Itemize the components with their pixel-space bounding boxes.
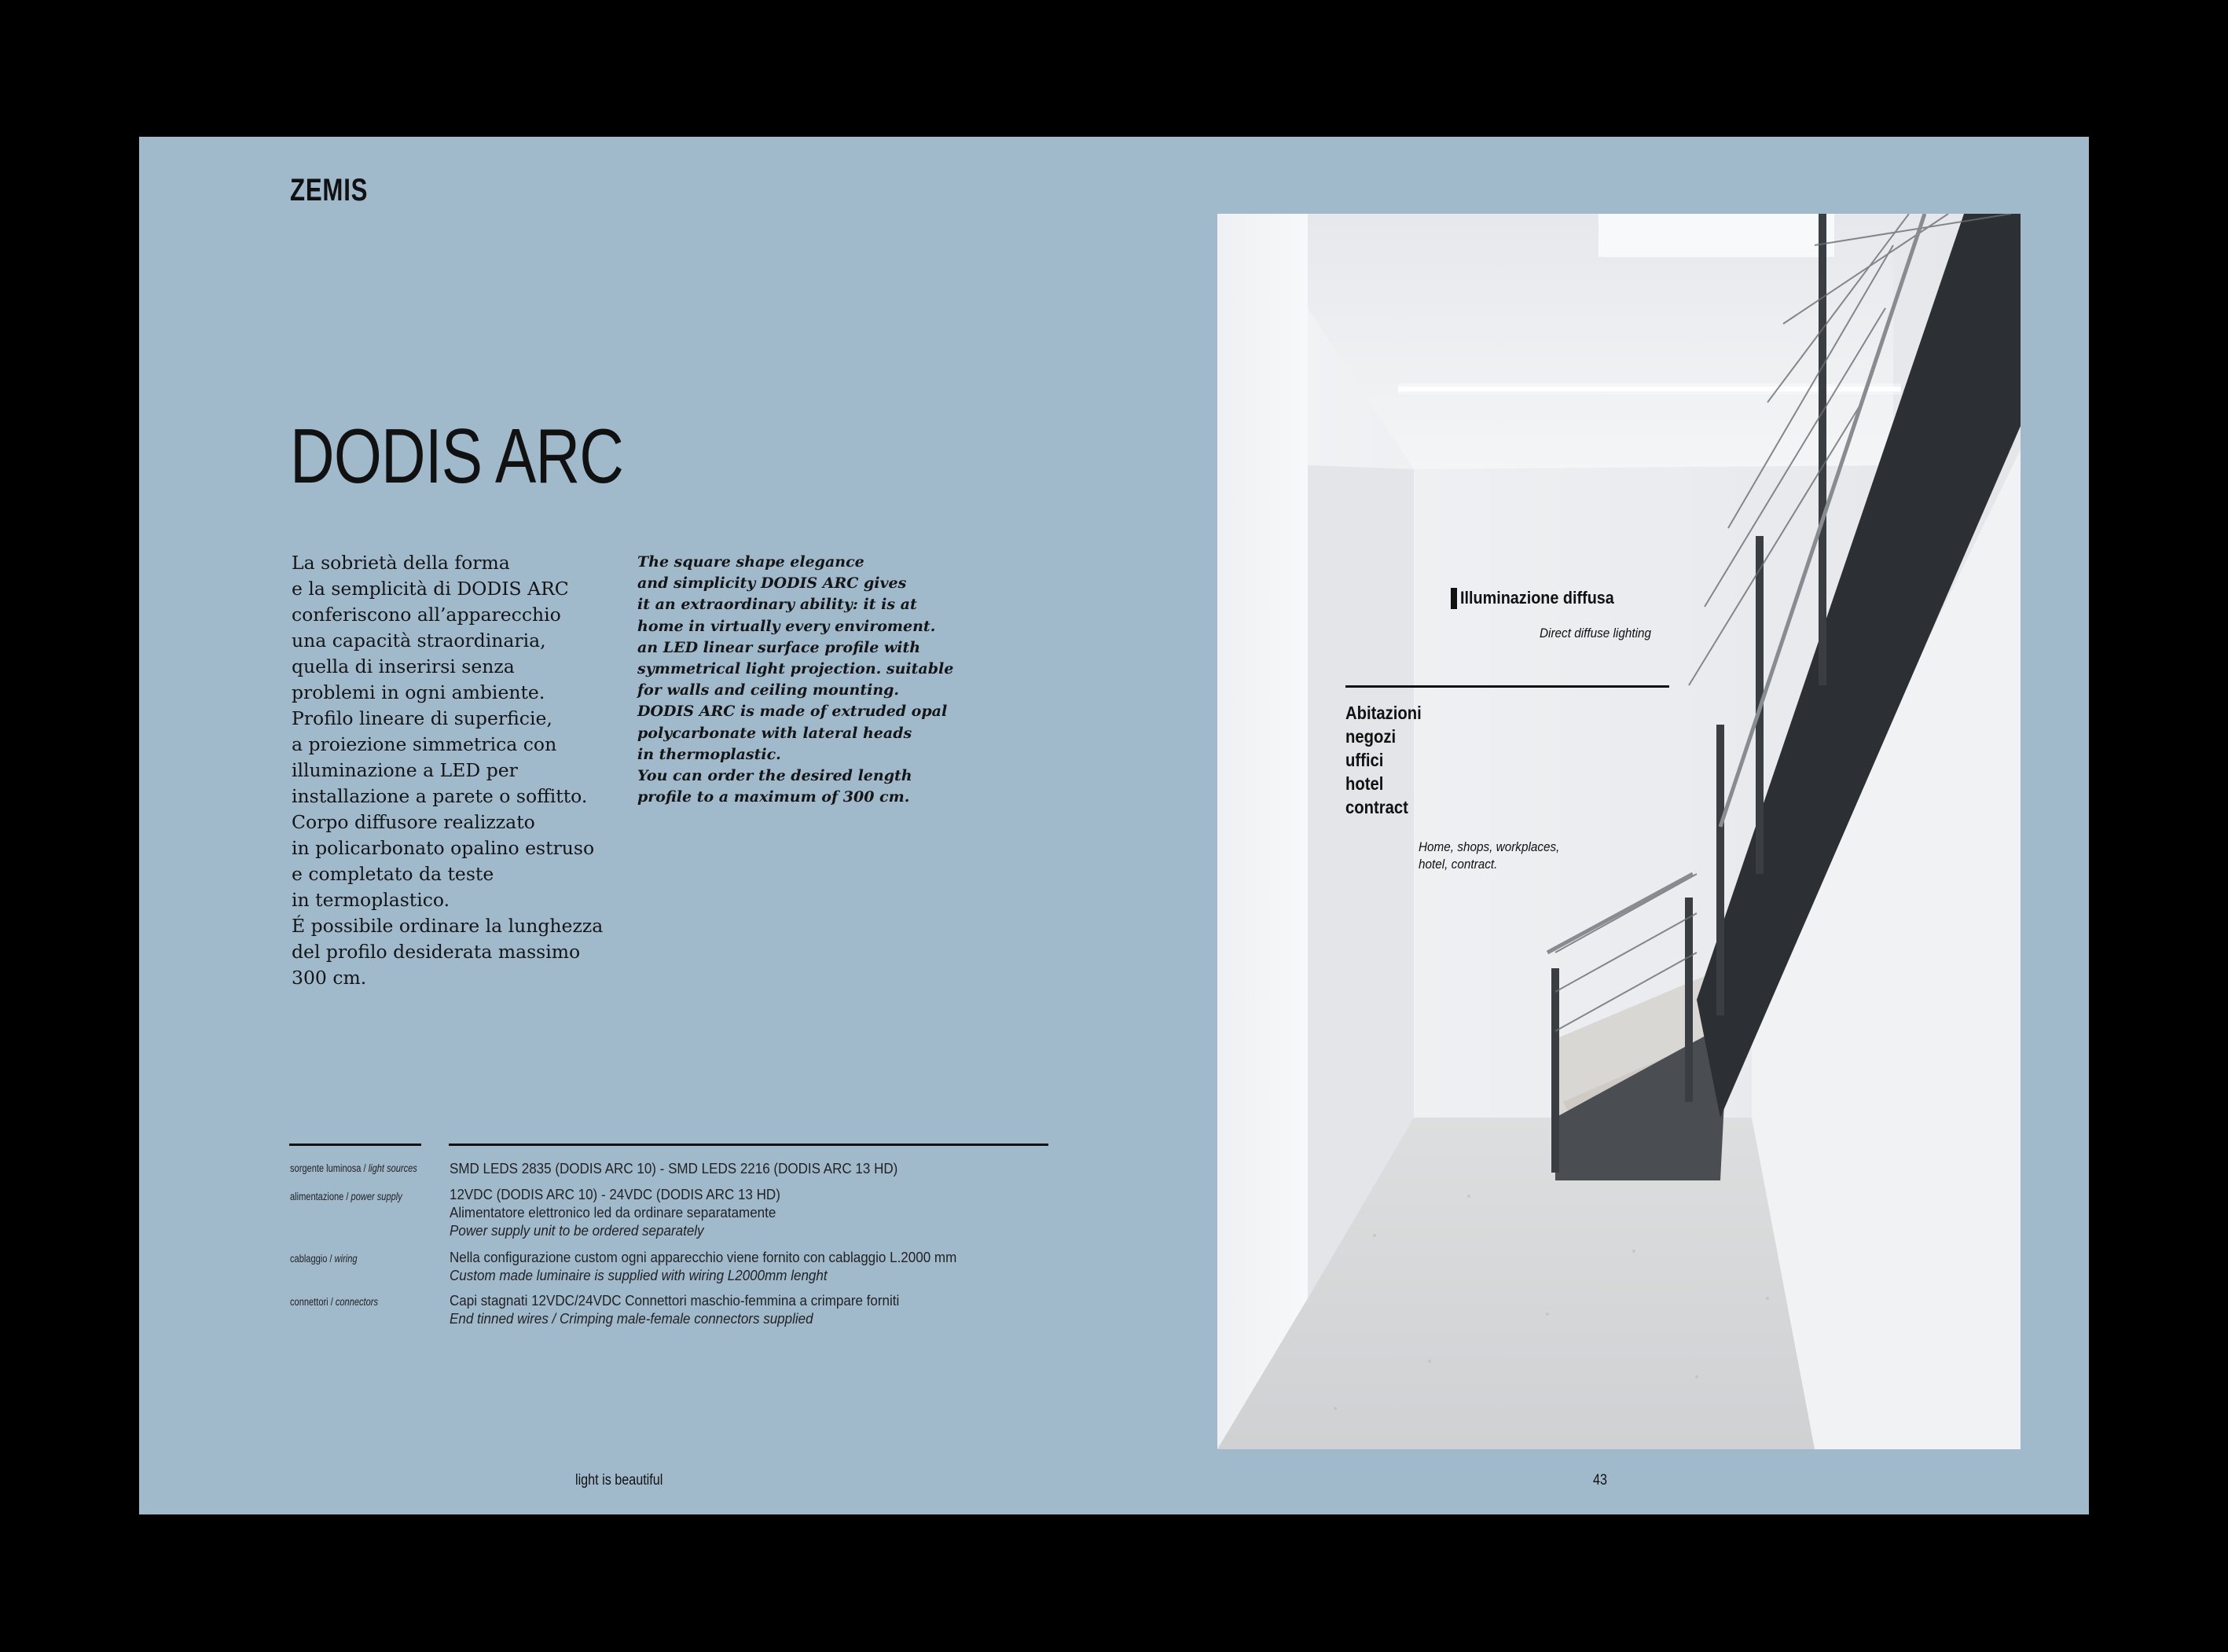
- heading-marker-bar: [1451, 588, 1457, 609]
- use-item: Abitazioni: [1345, 703, 1422, 723]
- description-english: The square shape elegance and simplicity DODIS ARC gives it an extraordinary ability: it is at home in virtually every enviroment. an LED linear surface profile with symmetrical light projection. suitable for walls and ceiling mounting. DODIS ARC is made of extruded opal polycarbonate with lateral heads in thermoplastic. You can order the desired length profile to a maximum of 300 cm.: [637, 553, 954, 806]
- spec-label-rule: [289, 1144, 421, 1146]
- use-item: uffici: [1345, 750, 1384, 770]
- product-title: DODIS ARC: [290, 413, 624, 499]
- stairwell-illustration: [1217, 214, 2021, 1449]
- overlay-rule: [1345, 685, 1669, 688]
- use-item: negozi: [1345, 726, 1397, 747]
- lighting-type-subheading: Direct diffuse lighting: [1540, 626, 1652, 641]
- description-italian: La sobrietà della forma e la semplicità di DODIS ARC conferiscono all’apparecchio una capacità straordinaria, quella di inserirsi senza problemi in ogni ambiente. Profilo lineare di superficie, a proiezione simmetrica con illuminazione a LED per installazione a parete o soffitto. Corpo diffusore realizzato in policarbonato opalino estruso e completato da teste in termoplastico. É possibile ordinare la lunghezza del profilo desiderata massimo 300 cm.: [292, 552, 604, 989]
- stairwell-photo: [1217, 214, 2021, 1449]
- catalog-spread: [139, 137, 2089, 1514]
- use-item: contract: [1345, 797, 1408, 817]
- spec-value-power-supply: 12VDC (DODIS ARC 10) - 24VDC (DODIS ARC 13 HD) Alimentatore elettronico led da ordinare separatamente Power supply unit to be ordered separately: [450, 1186, 780, 1239]
- spec-label-connectors: connettori / connectors: [290, 1296, 379, 1308]
- spec-value-rule: [449, 1144, 1048, 1146]
- spec-label-wiring: cablaggio / wiring: [290, 1253, 358, 1265]
- brand-logo: ZEMIS: [290, 173, 369, 207]
- page-number: 43: [1593, 1472, 1607, 1489]
- spec-value-light-sources: SMD LEDS 2835 (DODIS ARC 10) - SMD LEDS 2216 (DODIS ARC 13 HD): [450, 1160, 898, 1177]
- uses-italian-list: [1345, 701, 1422, 819]
- spec-label-light-sources: sorgente luminosa / light sources: [290, 1162, 417, 1174]
- spec-label-power-supply: alimentazione / power supply: [290, 1191, 402, 1202]
- uses-english: Home, shops, workplaces, hotel, contract.: [1419, 839, 1560, 872]
- use-item: hotel: [1345, 773, 1384, 794]
- spec-value-wiring: Nella configurazione custom ogni apparecchio viene fornito con cablaggio L.2000 mm Custom made luminaire is supplied with wiring L2000mm lenght: [450, 1249, 957, 1283]
- footer-tagline: light is beautiful: [575, 1472, 663, 1489]
- spec-value-connectors: Capi stagnati 12VDC/24VDC Connettori maschio-femmina a crimpare forniti End tinned wires / Crimping male-female connectors supplied: [450, 1292, 900, 1327]
- lighting-type-heading: Illuminazione diffusa: [1460, 588, 1614, 608]
